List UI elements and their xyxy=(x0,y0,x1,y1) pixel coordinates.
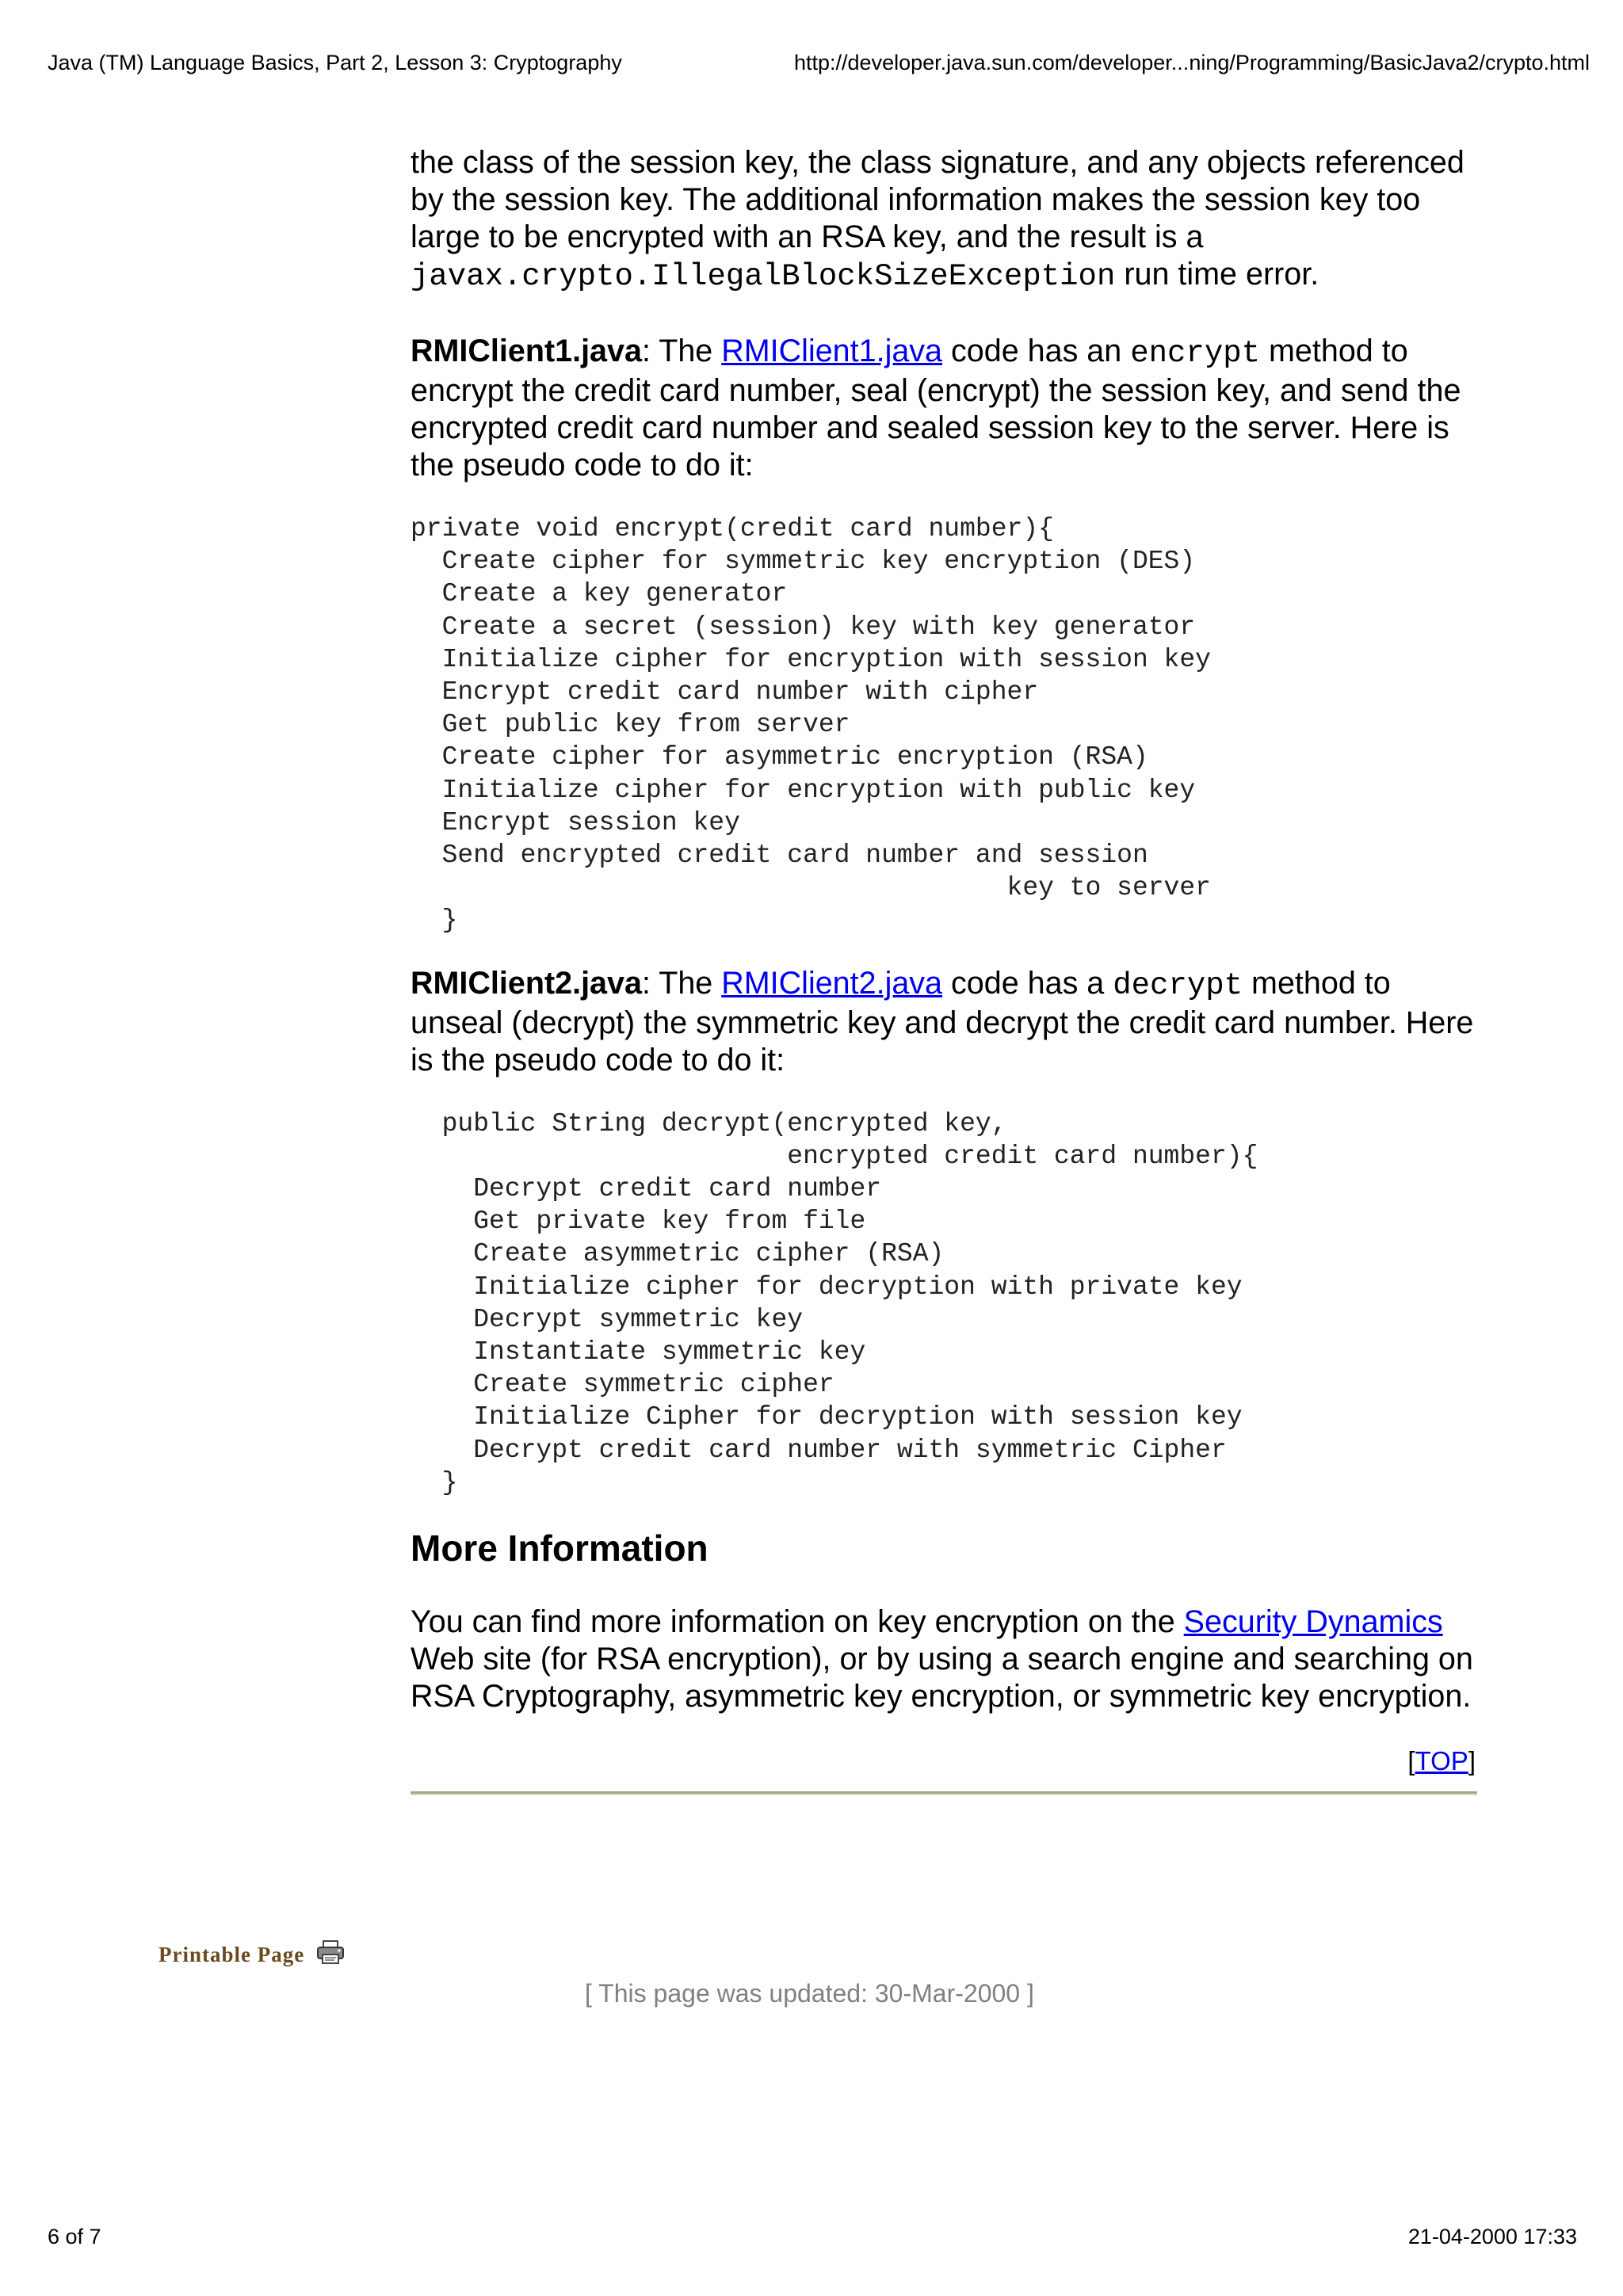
print-header-title: Java (TM) Language Basics, Part 2, Lesson 3: Cryptography xyxy=(48,51,622,74)
print-header-url: http://developer.java.sun.com/developer...ning/Programming/BasicJava2/crypto.html xyxy=(794,51,1591,74)
more-info-paragraph xyxy=(411,1604,1482,1715)
client2-mid: code has a xyxy=(942,965,1113,1001)
article-content xyxy=(411,144,1482,1795)
rmiclient1-link[interactable]: RMIClient1.java xyxy=(721,334,943,368)
top-link-row xyxy=(411,1745,1482,1777)
more-info-tail: Web site (for RSA encryption), or by using a search engine and searching on RSA Cryptography, asymmetric key encryption, or symmetric key encryption. xyxy=(411,1642,1473,1714)
page-number: 6 of 7 xyxy=(48,2225,101,2248)
client2-paragraph xyxy=(411,965,1482,1079)
last-updated-note: [ This page was updated: 30-Mar-2000 ] xyxy=(585,1979,1034,2008)
intro-text: the class of the session key, the class signature, and any objects referenced by the session key. The additional information makes the session key too large to be encrypted with an RSA key, and the result is a xyxy=(411,145,1465,254)
client1-mid: code has an xyxy=(942,334,1131,368)
client2-pre: : The xyxy=(641,965,722,1001)
printable-page-button[interactable] xyxy=(158,1939,346,1970)
decrypt-pseudocode: public String decrypt(encrypted key, encrypted credit card number){ Decrypt credit card number Get private key from file Create asymmetric cipher (RSA) Initialize cipher for decryption with private key Decrypt symmetric key Instantiate symmetric key Create symmetric cipher Initialize Cipher for decryption with session key Decrypt credit card number with symmetric Cipher } xyxy=(441,1108,1258,1497)
more-info-heading: More Information xyxy=(411,1527,708,1569)
more-info-pre: You can find more information on key encryption on the xyxy=(411,1604,1184,1640)
intro-tail: run time error. xyxy=(1115,257,1319,292)
client2-tail: method to unseal (decrypt) the symmetric key and decrypt the credit card number. Here is the pseudo code to do it: xyxy=(411,965,1474,1077)
exception-code: javax.crypto.IllegalBlockSizeException xyxy=(411,259,1116,294)
client1-label: RMIClient1.java xyxy=(411,334,642,368)
intro-paragraph xyxy=(411,144,1482,296)
printer-icon xyxy=(315,1939,346,1970)
top-bracket-close: ] xyxy=(1468,1746,1476,1776)
client1-tail: method to encrypt the credit card number, seal (encrypt) the session key, and send the encrypted credit card number and sealed session key to the server. Here is the pseudo code to do it: xyxy=(411,334,1461,482)
printable-page-label: Printable Page xyxy=(158,1943,305,1966)
section-divider xyxy=(411,1791,1477,1795)
encrypt-code: encrypt xyxy=(1130,336,1261,371)
client1-pre: : The xyxy=(641,334,722,368)
security-dynamics-link[interactable]: Security Dynamics xyxy=(1183,1604,1443,1640)
print-timestamp: 21-04-2000 17:33 xyxy=(1407,2225,1577,2248)
client1-paragraph xyxy=(411,333,1482,484)
decrypt-code: decrypt xyxy=(1113,967,1243,1003)
top-link[interactable]: TOP xyxy=(1415,1746,1468,1776)
rmiclient2-link[interactable]: RMIClient2.java xyxy=(721,965,943,1001)
client2-label: RMIClient2.java xyxy=(411,965,642,1001)
encrypt-pseudocode: private void encrypt(credit card number){ Create cipher for symmetric key encryption (DES) Create a key generator Create a secret (session) key with key generator Initialize cipher for encryption with session key Encrypt credit card number with cipher Get public key from server Create cipher for asymmetric encryption (RSA) Initialize cipher for encryption with public key Encrypt session key Send encrypted credit card number and session key to server } xyxy=(411,514,1211,936)
top-bracket-open: [ xyxy=(1407,1746,1415,1776)
